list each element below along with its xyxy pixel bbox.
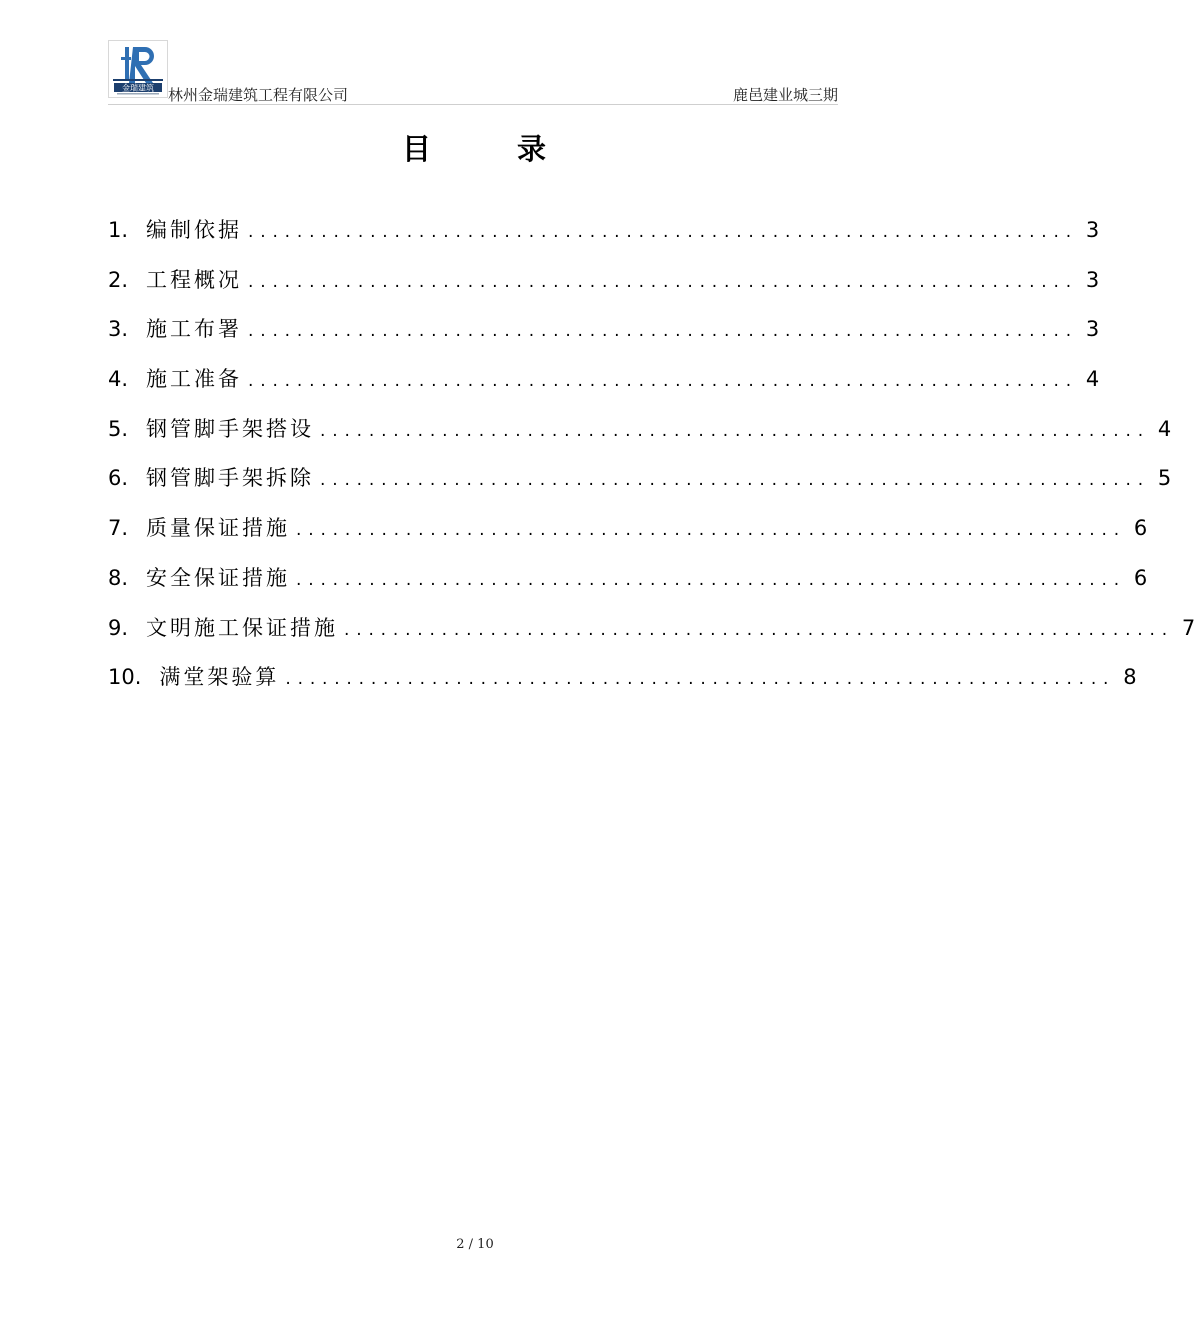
toc-entry-number: 8. [108, 565, 129, 590]
toc-entry-title: 钢管脚手架拆除 [146, 466, 315, 491]
toc-entry-title: 安全保证措施 [146, 565, 291, 590]
toc-entry[interactable] [108, 264, 1100, 314]
toc-entry[interactable] [108, 512, 1148, 562]
toc-entry-page: 7 [1181, 615, 1195, 640]
toc-entry-page: 6 [1133, 516, 1148, 541]
toc-entry-page: 6 [1133, 565, 1148, 590]
toc-entry-title: 施工布署 [146, 317, 243, 342]
toc-entry-number: 4. [108, 367, 129, 392]
toc-entry[interactable] [108, 363, 1100, 413]
toc-entry-page: 3 [1085, 267, 1100, 292]
toc-entry[interactable] [108, 214, 1100, 264]
toc-entry-page: 3 [1085, 218, 1100, 242]
toc-entry[interactable] [108, 313, 1100, 363]
toc-entry-page: 5 [1157, 466, 1172, 491]
toc-entry[interactable] [108, 413, 1172, 463]
page-header [108, 40, 838, 105]
toc-entry-number: 3. [108, 317, 129, 342]
toc-entry[interactable] [108, 562, 1148, 612]
toc-leader-dots: .................................................................... [344, 619, 1174, 640]
toc-entry-title: 编制依据 [146, 218, 243, 242]
toc-leader-dots: .................................................................... [320, 470, 1150, 491]
toc-entry[interactable] [108, 612, 1195, 662]
toc-leader-dots: .................................................................... [248, 271, 1078, 292]
toc-title-char: 录 [517, 132, 549, 166]
company-logo [108, 40, 168, 98]
toc-leader-dots: .................................................................... [320, 420, 1150, 441]
toc-entry-number: 9. [108, 615, 129, 640]
toc-entry-title: 施工准备 [146, 367, 243, 392]
toc-entry-title: 满堂架验算 [159, 665, 280, 690]
toc-entry-page: 8 [1123, 665, 1137, 690]
toc-entry-number: 7. [108, 516, 129, 541]
toc-entry-page: 4 [1157, 416, 1172, 441]
toc-entry[interactable] [108, 462, 1172, 512]
toc-entry-title: 钢管脚手架搭设 [146, 416, 315, 441]
toc-leader-dots: .................................................................... [296, 569, 1126, 590]
company-name: 林州金瑞建筑工程有限公司 [168, 86, 349, 104]
toc-entry-number: 6. [108, 466, 129, 491]
toc-list [108, 214, 1195, 711]
toc-entry-number: 10. [108, 665, 142, 690]
toc-leader-dots: .................................................................... [248, 222, 1078, 242]
toc-title-char: 目 [401, 132, 433, 166]
toc-entry-number: 1. [108, 218, 129, 242]
toc-entry-number: 5. [108, 416, 129, 441]
toc-entry-title: 工程概况 [146, 267, 243, 292]
toc-entry-number: 2. [108, 267, 129, 292]
toc-entry-page: 3 [1085, 317, 1100, 342]
toc-entry-title: 文明施工保证措施 [146, 615, 339, 640]
toc-entry-title: 质量保证措施 [146, 516, 291, 541]
toc-leader-dots: .................................................................... [248, 371, 1078, 392]
toc-leader-dots: .................................................................... [296, 520, 1126, 541]
toc-title [0, 127, 950, 168]
logo-graphic [109, 41, 167, 97]
toc-entry-page: 4 [1085, 367, 1100, 392]
page-indicator: 2 / 10 [456, 1237, 494, 1252]
toc-leader-dots: .................................................................... [285, 669, 1116, 690]
project-name: 鹿邑建业城三期 [732, 86, 838, 104]
toc-entry[interactable] [108, 661, 1137, 711]
logo-text: 金瑞建筑 [122, 83, 154, 93]
toc-leader-dots: .................................................................... [248, 321, 1078, 342]
